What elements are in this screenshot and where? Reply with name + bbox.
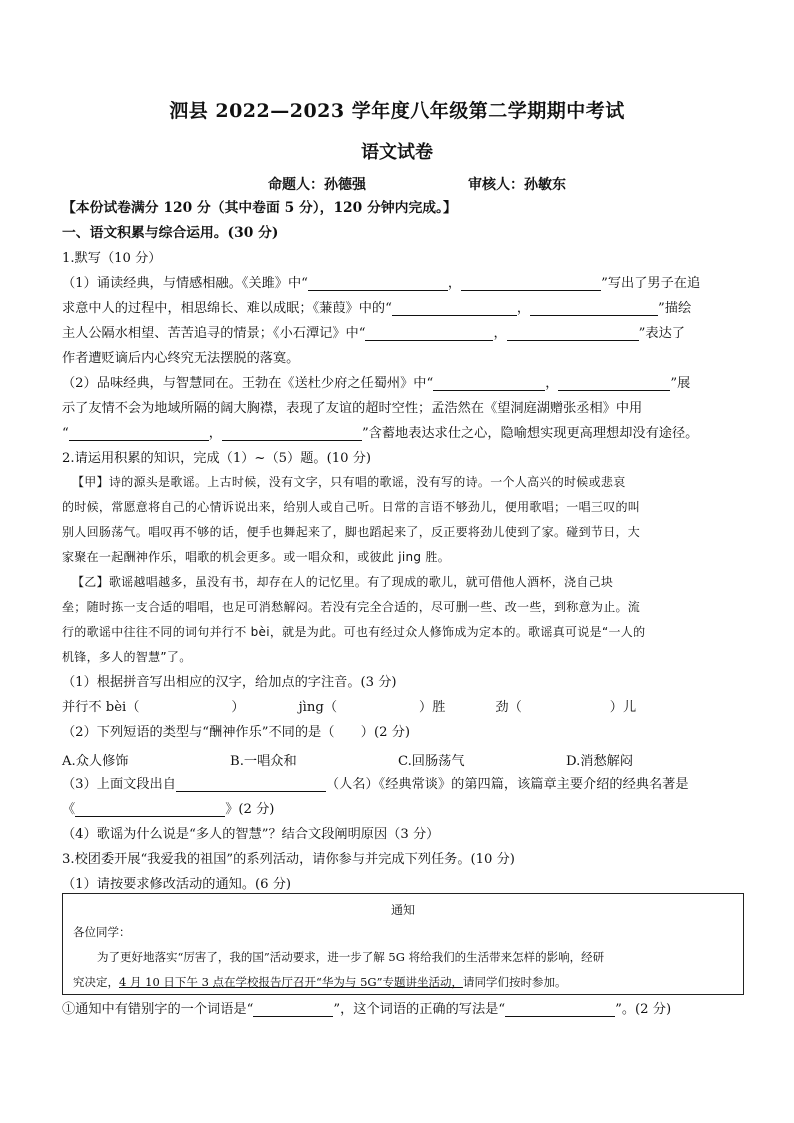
text: 《: [62, 802, 76, 817]
text: ，: [208, 426, 222, 441]
q1-p2-line3: [62, 421, 742, 446]
passage-jia-line1: 【甲】诗的源头是歌谣。上古时候，没有文字，只有唱的歌谣，没有写的诗。一个人高兴的时候或悲哀: [72, 475, 626, 489]
text: （3）上面文段出自: [62, 777, 176, 792]
passage-yi-line3: 行的歌谣中往往不同的词句并行不 bèi，就是为此。可也有经过众人修饰成为定本的。歌谣真可说是“一人的: [62, 625, 646, 639]
underlined-text: 4 月 10 日下午 3 点在学校报告厅召开“华为与 5G”专题讲坐活动，: [119, 975, 463, 989]
text: ，: [516, 301, 531, 316]
option-b[interactable]: B.一唱众和: [230, 754, 297, 769]
q3-sub1: （1）请按要求修改活动的通知。(6 分): [62, 877, 292, 892]
q1-p1-line4: 作者遭贬谪后内心终究无法摆脱的落寞。: [62, 351, 300, 366]
blank[interactable]: [392, 299, 517, 316]
blank[interactable]: [176, 775, 326, 792]
reviewer-name: 审核人：孙敏东: [468, 177, 566, 193]
blank[interactable]: [505, 1000, 615, 1017]
q2-sub2: （2）下列短语的类型与“酬神作乐”不同的是（ ）(2 分): [62, 725, 411, 740]
text: 主人公隔水相望、苦苦追寻的情景；《小石潭记》中“: [62, 326, 366, 341]
exam-title: 泗县 2022—2023 学年度八年级第二学期期中考试: [169, 100, 625, 122]
q2-sub3-line2: [62, 797, 742, 822]
text: ）胜: [419, 700, 446, 715]
q1-p2-line1: [62, 371, 742, 396]
passage-jia-line4: 家聚在一起酬神作乐，唱歌的机会更多。或一唱众和，或彼此 jing 胜。: [62, 550, 451, 564]
notice-greeting: 各位同学：: [73, 925, 131, 939]
text: （1）诵读经典，与情感相融。《关雎》中“: [62, 276, 308, 291]
q1-title: 1.默写（10 分）: [62, 251, 162, 266]
blank[interactable]: [530, 299, 658, 316]
q2-title: 2.请运用积累的知识，完成（1）~（5）题。(10 分): [62, 451, 372, 466]
blank[interactable]: [222, 424, 362, 441]
text: jìng（: [298, 700, 338, 715]
text: 》(2 分): [225, 802, 275, 817]
q2-sub1-answers: [62, 695, 742, 720]
notice-line2: [73, 974, 566, 990]
q3-sub1-item1: [62, 997, 742, 1022]
option-d[interactable]: D.消愁解闷: [566, 754, 634, 769]
exam-note: 【本份试卷满分 120 分（其中卷面 5 分），120 分钟内完成。】: [62, 200, 457, 216]
blank[interactable]: [558, 374, 670, 391]
blank[interactable]: [365, 324, 493, 341]
text: ①通知中有错别字的一个词语是“: [62, 1002, 254, 1017]
text: ”含蓄地表达求仕之心，隐喻想实现更高理想却没有途径。: [361, 426, 699, 441]
notice-box: [62, 893, 744, 995]
blank[interactable]: [461, 274, 601, 291]
text: 究决定，: [73, 975, 119, 989]
blank[interactable]: [507, 324, 639, 341]
section-heading: 一、语文积累与综合运用。(30 分): [62, 225, 279, 241]
option-a[interactable]: A.众人修饰: [62, 754, 129, 769]
text: ”写出了男子在追: [601, 276, 701, 291]
setter-name: 命题人：孙德强: [268, 177, 366, 193]
q3-title: 3.校团委开展“我爱我的祖国”的系列活动，请你参与并完成下列任务。(10 分): [62, 852, 515, 867]
passage-jia-line3: 别人回肠荡气。唱叹再不够的话，便手也舞起来了，脚也蹈起来了，反正要将劲儿使到了家。碰到节日，大: [62, 525, 641, 539]
text: ，: [447, 276, 462, 291]
text: ”描绘: [658, 301, 692, 316]
q1-p1-line2: [62, 296, 742, 321]
q1-p1-line1: [62, 271, 742, 296]
blank[interactable]: [308, 274, 448, 291]
blank[interactable]: [69, 424, 209, 441]
text: ”展: [670, 376, 691, 391]
text: ）儿: [609, 700, 637, 715]
text: ”。(2 分): [615, 1002, 672, 1017]
passage-yi-line2: 垒；随时拣一支合适的唱唱，也足可消愁解闷。若没有完全合适的，尽可删一些、改一些，到称意为止。流: [62, 600, 641, 614]
notice-line1: 为了更好地落实“厉害了，我的国”活动要求，进一步了解 5G 将给我们的生活带来怎样的影响，经研: [97, 950, 605, 964]
q1-p1-line3: [62, 321, 742, 346]
text: 请同学们按时参加。: [462, 975, 567, 989]
text: ”表达了: [638, 326, 685, 341]
text: （2）品味经典，与智慧同在。王勃在《送杜少府之任蜀州》中“: [62, 376, 434, 391]
q2-sub1: （1）根据拼音写出相应的汉字，给加点的字注音。(3 分): [62, 675, 397, 690]
q1-p2-line2: 示了友情不会为地域所隔的阔大胸襟，表现了友谊的超时空性；孟浩然在《望洞庭湖赠张丞相》中用: [62, 401, 643, 416]
blank[interactable]: [75, 800, 225, 817]
passage-jia-line2: 的时候，常愿意将自己的心情诉说出来，给别人或自己听。日常的言语不够劲儿，便用歌唱；一唱三叹的叫: [62, 500, 641, 514]
blank[interactable]: [253, 1000, 333, 1017]
exam-subtitle: 语文试卷: [361, 142, 433, 163]
text: ，: [493, 326, 507, 341]
passage-yi-line1: 【乙】歌谣越唱越多，虽没有书，却存在人的记忆里。有了现成的歌儿，就可借他人酒杯，浇自己块: [72, 575, 614, 589]
text: 劲（: [495, 700, 522, 715]
text: “: [62, 426, 69, 441]
option-c[interactable]: C.回肠荡气: [398, 754, 465, 769]
text: ）: [231, 700, 245, 715]
text: 并行不 bèi（: [62, 700, 140, 715]
notice-title: 通知: [390, 903, 415, 917]
text: （人名）《经典常谈》的第四篇，该篇章主要介绍的经典名著是: [325, 777, 689, 792]
text: ，: [545, 376, 559, 391]
passage-yi-line4: 机锋，多人的智慧”了。: [62, 650, 192, 664]
q2-sub4: （4）歌谣为什么说是“多人的智慧”？结合文段阐明原因（3 分）: [62, 827, 440, 842]
text: 求意中人的过程中，相思绵长、难以成眠；《蒹葭》中的“: [62, 301, 392, 316]
blank[interactable]: [433, 374, 545, 391]
q2-sub3: [62, 772, 742, 797]
text: ”，这个词语的正确的写法是“: [333, 1002, 506, 1017]
